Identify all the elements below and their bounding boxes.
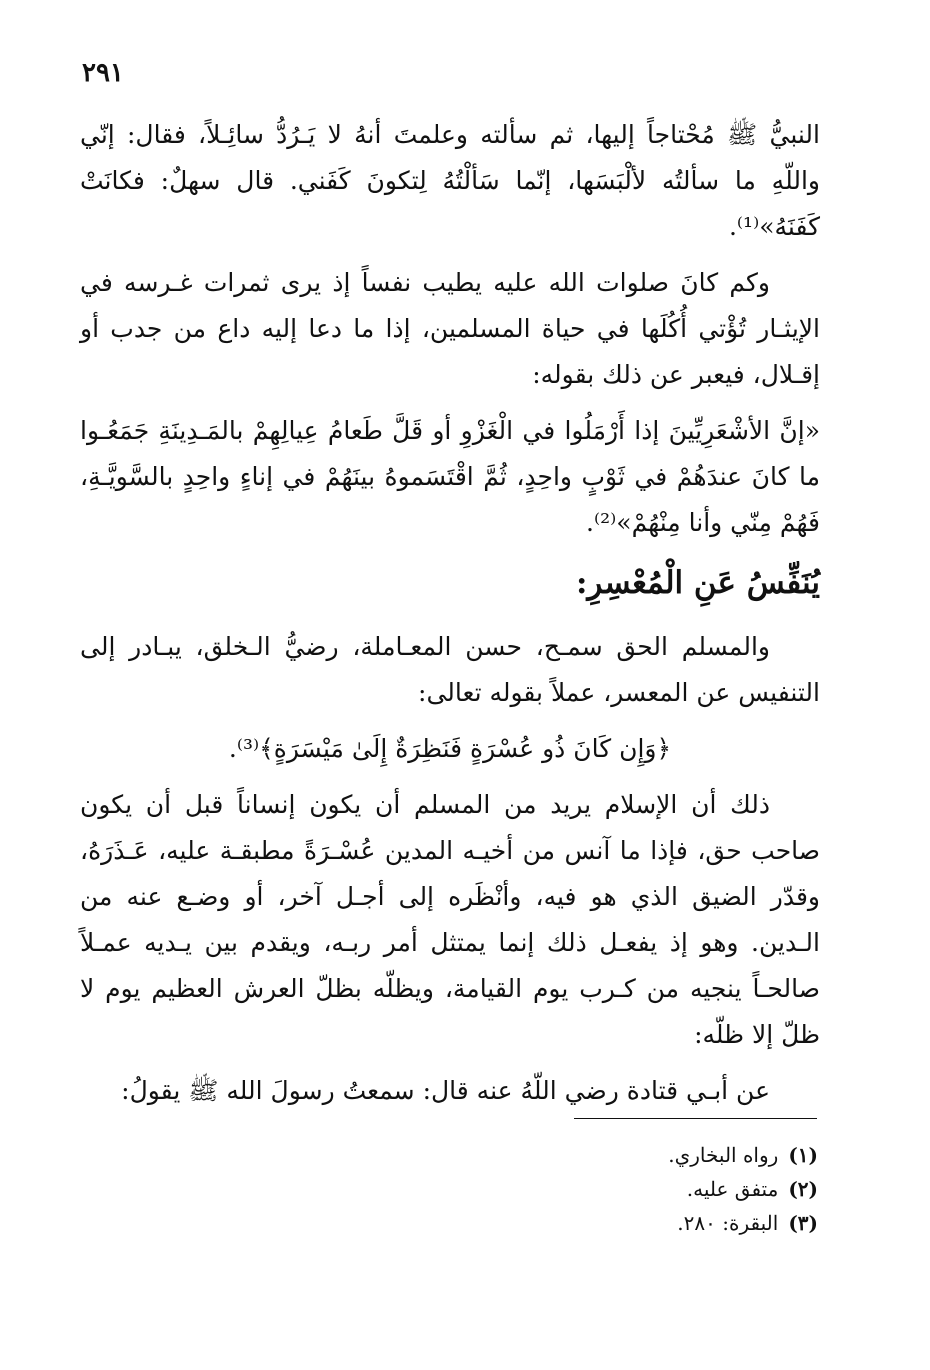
- footnote-text: البقرة: ٢٨٠.: [677, 1211, 779, 1235]
- footnote-item: [668, 1172, 818, 1206]
- paragraph-islam: ذلك أن الإسلام يريد من المسلم أن يكون إنساناً قبل أن يكون صاحب حق، فإذا ما آنس من أخيـه المدين عُسْـرَةً مطبقـة عليه، عَـذَرَهُ، وقدّر الضيق الذي هو فيه، وأنْظَره إلى أجـل آخر، أو وضـع عنه من الـدين. وهو إذ يفعـل ذلك إنما يمتثل أمر ربـه، ويقدم بين يـديه عمـلاً صالحـاً ينجيه من كـرب يوم القيامة، ويظلّه بظلّ العرش العظيم يوم لا ظلّ إلا ظلّه:: [80, 790, 820, 1049]
- footnote-item: [668, 1206, 818, 1240]
- footnote-number: (١): [788, 1143, 818, 1167]
- body-text: [80, 112, 820, 1124]
- paragraph-hadith-end: النبيُّ ﷺ مُحْتاجاً إليها، ثم سألته وعلمتَ أنهُ لا يَـرُدُّ سائِـلاً، فقال: إنّي واللّهِ ما سألتُه لألْبَسَها، إنّما سَألْتُهُ لِتكونَ كَفَني. قال سهلٌ: فكانَتْ كَفَنَهُ»⁽¹⁾.: [80, 120, 820, 241]
- footnote-item: [668, 1138, 818, 1172]
- paragraph-hadith-ashariyyin: «إنَّ الأشْعَرِيِّينَ إذا أَرْمَلُوا في الْغَزْوِ أو قَلَّ طَعامُ عِيالِهِمْ بالمَـدِينَةِ جَمَعُـوا ما كانَ عندَهُمْ في ثَوْبٍ واحِدٍ، ثُمَّ اقْتَسَموهُ بينَهُمْ في إناءٍ واحِدٍ بالسَّويَّـةِ، فَهُمْ مِنّي وأنا مِنْهُمْ»⁽²⁾.: [80, 416, 820, 537]
- footnote-number: (٣): [788, 1211, 818, 1235]
- paragraph-ithar: وكم كانَ صلوات الله عليه يطيب نفساً إذ يرى ثمرات غـرسه في الإيثـار تُؤْتي أُكُلَها في حياة المسلمين، إذا ما دعا إليه داع من جدب أو إقـلال، فيعبر عن ذلك بقوله:: [80, 268, 820, 389]
- paragraph-muslim-haqq: والمسلم الحق سمـح، حسن المعـاملة، رضيُّ الـخلق، يبـادر إلى التنفيس عن المعسر، عملاً بقوله تعالى:: [80, 632, 820, 707]
- quran-verse: ﴿وَإِن كَانَ ذُو عُسْرَةٍ فَنَظِرَةٌ إِلَىٰ مَيْسَرَةٍ﴾⁽³⁾.: [228, 734, 672, 763]
- footnote-divider: [574, 1118, 817, 1119]
- footnotes: [668, 1138, 818, 1240]
- footnote-text: متفق عليه.: [686, 1177, 779, 1201]
- paragraph-abu-qatada: عن أبـي قتادة رضي اللّهُ عنه قال: سمعتُ رسولَ الله ﷺ يقولُ:: [121, 1076, 770, 1105]
- footnote-text: رواه البخاري.: [668, 1143, 779, 1167]
- page-number: ٢٩١: [82, 58, 124, 88]
- section-heading: يُنَفِّسُ عَنِ الْمُعْسِرِ:: [575, 565, 820, 601]
- footnote-number: (٢): [788, 1177, 818, 1201]
